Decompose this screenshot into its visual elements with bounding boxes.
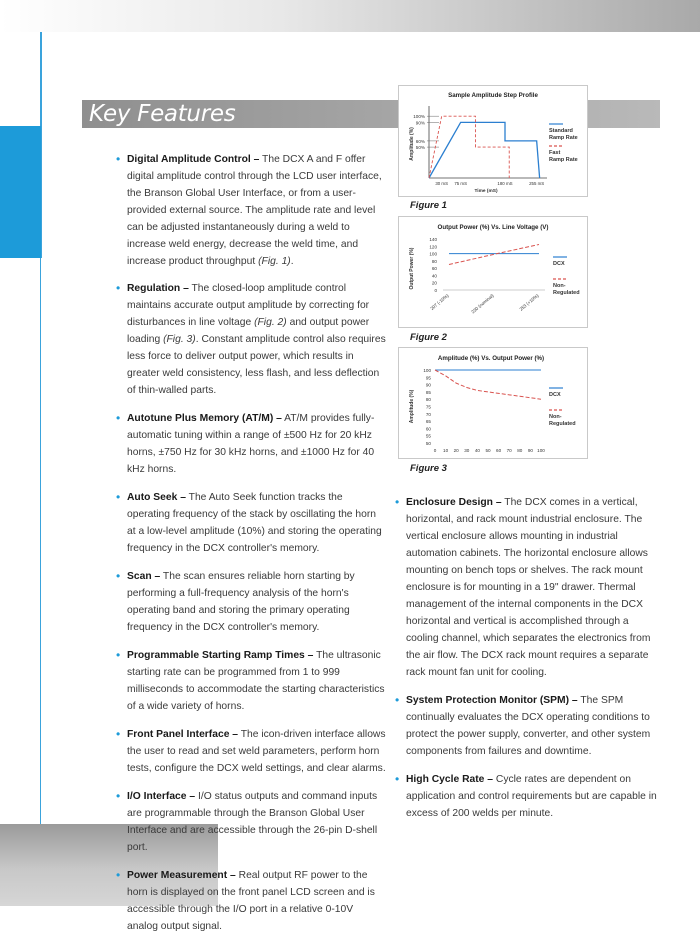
feature-text: Real output RF power to the horn is displayed on the front panel LCD screen and is accessible through the I/O port in a relative 0-10V analog output signal. xyxy=(127,870,375,932)
feature-item: • Autotune Plus Memory (AT/M) – AT/M provides fully-automatic tuning within a range of ±500 Hz for 20 kHz horns, ±750 Hz for 30 kHz horns, and ±1000 Hz for 40 kHz horns. xyxy=(118,410,386,478)
legend-label: Standard xyxy=(549,128,573,134)
feature-title: Scan xyxy=(127,571,152,582)
feature-text: Cycle rates are dependent on application and control requirements but are capable in excess of 200 welds per minute. xyxy=(406,774,657,819)
feature-title: Regulation xyxy=(127,283,181,294)
feature-title: System Protection Monitor (SPM) xyxy=(406,695,570,706)
y-tick-label: 60% xyxy=(415,138,425,144)
series-line xyxy=(429,116,509,178)
feature-title: Programmable Starting Ramp Times xyxy=(127,650,305,661)
feature-ref: (Fig. 3) xyxy=(163,334,196,345)
top-banner xyxy=(0,0,700,32)
x-tick-label: 100 xyxy=(537,448,545,453)
x-tick-label: 30 mS xyxy=(435,181,449,186)
y-tick-label: 80 xyxy=(425,397,431,403)
legend-label: DCX xyxy=(549,392,561,398)
x-tick-label: 60 xyxy=(496,448,502,453)
feature-item: • Enclosure Design – The DCX comes in a vertical, horizontal, and rack mount industrial enclosure. The vertical enclosure allows mounting in industrial automation cabinets. The horizontal enclosure allows mounting on bench tops or shelves. The rack mount enclosure is for mounting in a 19" drawer. Thermal management of the internal components in the DCX horizontal and vertical is accomplished through a cooling channel, which separates the electronics from the air flow. The DCX rack mount requires a separate rack mount fan unit for cooling. xyxy=(397,494,659,681)
feature-ref: (Fig. 2) xyxy=(254,317,287,328)
feature-item: • Digital Amplitude Control – The DCX A and F offer digital amplitude control through the LCD user interface, the Branson Global User Interface, or from a user-provided external source. The amplitude rate and level can be adjusted instantaneously during a weld to increase weld energy, decrease the weld time, and increase product throughput (Fig. 1). xyxy=(118,151,386,270)
feature-text: The DCX A and F offer digital amplitude control through the LCD user interface, the Branson Global User Interface, or from a user-provided external source. The amplitude rate and level can be adjusted instantaneously during a weld to increase weld energy, decrease the weld time, and increase product throughput xyxy=(127,154,382,267)
y-axis-label: Amplitude (%) xyxy=(409,127,415,161)
feature-item: • Programmable Starting Ramp Times – The ultrasonic starting rate can be programmed from 1 to 999 milliseconds to accommodate the starting characteristics of a wide variety of horns. xyxy=(118,647,386,715)
figure-2-caption: Figure 2 xyxy=(410,332,447,343)
chart-title: Sample Amplitude Step Profile xyxy=(448,92,538,99)
feature-item: • Scan – The scan ensures reliable horn starting by performing a full-frequency analysis of the horn's operating band and storing the primary operating frequency in the DCX controller's memory. xyxy=(118,568,386,636)
y-tick-label: 50% xyxy=(415,145,425,151)
figure-1-chart xyxy=(398,85,588,197)
x-tick-label: 90 xyxy=(527,448,533,453)
y-tick-label: 70 xyxy=(425,411,431,417)
figure-3-caption: Figure 3 xyxy=(410,463,447,474)
y-tick-label: 60 xyxy=(431,266,437,272)
y-axis-label: Amplitude (%) xyxy=(409,389,415,424)
feature-text: AT/M provides fully-automatic tuning within a range of ±500 Hz for 20 kHz horns, ±750 Hz for 30 kHz horns, and ±1000 Hz for 40 kHz horns. xyxy=(127,413,375,475)
feature-text: The Auto Seek function tracks the operating frequency of the stack by oscillating the horn at a low-level amplitude (10%) and storing the operating frequency in the DCX controller's memory. xyxy=(127,492,382,554)
y-tick-label: 90% xyxy=(415,120,425,126)
figure-2-svg xyxy=(399,217,587,327)
x-tick-label: 75 mS xyxy=(454,181,468,186)
feature-title: Autotune Plus Memory (AT/M) xyxy=(127,413,274,424)
y-tick-label: 75 xyxy=(425,404,431,410)
legend-label: DCX xyxy=(553,261,565,267)
x-tick-label: 0 xyxy=(433,448,437,453)
y-axis-label: Output Power (%) xyxy=(409,247,415,290)
series-line xyxy=(429,122,540,178)
feature-item: • I/O Interface – I/O status outputs and command inputs are programmable through the Branson Global User Interface and are accessible through the 26-pin D-shell port. xyxy=(118,788,386,856)
x-tick-label: 180 mS xyxy=(497,181,513,186)
figure-3-svg xyxy=(399,348,587,458)
x-tick-label: 230 (nominal) xyxy=(470,292,495,315)
y-tick-label: 100% xyxy=(413,114,425,120)
x-tick-label: 30 xyxy=(464,448,470,453)
feature-text: The DCX comes in a vertical, horizontal, and rack mount industrial enclosure. The vertical enclosure allows mounting in industrial automation cabinets. The horizontal enclosure allows mounting on bench tops or shelves. The rack mount enclosure is for mounting in a 19" drawer. Thermal management of the internal components in the DCX horizontal and vertical is accomplished through a cooling channel, which separates the electronics from the air flow. The DCX rack mount requires a separate rack mount fan unit for cooling. xyxy=(406,497,651,678)
left-feature-column xyxy=(118,151,386,935)
y-tick-label: 100 xyxy=(429,251,437,257)
x-tick-label: 40 xyxy=(474,448,480,453)
section-title: Key Features xyxy=(89,101,236,127)
x-tick-label: 253 (+10%) xyxy=(518,292,540,312)
figure-2-chart xyxy=(398,216,588,328)
x-tick-label: 207 (-10%) xyxy=(429,292,450,312)
legend-label: Fast xyxy=(549,150,561,156)
y-tick-label: 50 xyxy=(425,441,431,446)
y-tick-label: 95 xyxy=(425,375,431,381)
right-feature-column xyxy=(397,494,659,822)
left-blue-block xyxy=(0,126,41,258)
feature-text: The scan ensures reliable horn starting by performing a full-frequency analysis of the horn's operating band and storing the primary operating frequency in the DCX controller's memory. xyxy=(127,571,355,633)
feature-ref: (Fig. 1) xyxy=(258,256,291,267)
feature-title: Digital Amplitude Control xyxy=(127,154,251,165)
feature-text-mid: and output power loading xyxy=(127,317,370,345)
feature-text: I/O status outputs and command inputs are programmable through the Branson Global User Interface and are accessible through the 26-pin D-shell port. xyxy=(127,791,378,853)
figure-1-caption: Figure 1 xyxy=(410,200,447,211)
legend-label: Regulated xyxy=(553,290,580,296)
y-tick-label: 120 xyxy=(429,244,437,250)
feature-item: • Front Panel Interface – The icon-driven interface allows the user to read and set weld parameters, perform horn tests, configure the DCX weld settings, and clear alarms. xyxy=(118,726,386,777)
feature-tail: . xyxy=(290,256,294,267)
y-tick-label: 40 xyxy=(431,273,437,279)
feature-text: The closed-loop amplitude control maintains accurate output amplitude by correcting for disturbances in line voltage xyxy=(127,283,370,328)
y-tick-label: 55 xyxy=(425,433,431,439)
feature-item: • High Cycle Rate – Cycle rates are dependent on application and control requirements but are capable in excess of 200 welds per minute. xyxy=(397,771,659,822)
feature-item: • Power Measurement – Real output RF power to the horn is displayed on the front panel LCD screen and is accessible through the I/O port in a relative 0-10V analog output signal. xyxy=(118,867,386,935)
x-tick-label: 10 xyxy=(443,448,449,453)
y-tick-label: 90 xyxy=(425,382,431,388)
y-tick-label: 140 xyxy=(429,237,437,242)
x-tick-label: 50 xyxy=(485,448,491,453)
chart-title: Output Power (%) Vs. Line Voltage (V) xyxy=(437,224,549,231)
feature-title: High Cycle Rate xyxy=(406,774,485,785)
legend-label: Ramp Rate xyxy=(549,157,578,163)
y-tick-label: 20 xyxy=(431,280,437,286)
x-tick-label: 20 xyxy=(453,448,459,453)
feature-text: The ultrasonic starting rate can be programmed from 1 to 999 milliseconds to accommodate the starting characteristics of a wide variety of horns. xyxy=(127,650,385,712)
figure-3-chart xyxy=(398,347,588,459)
feature-title: I/O Interface xyxy=(127,791,187,802)
figure-1-svg xyxy=(399,86,587,196)
y-tick-label: 80 xyxy=(431,258,437,264)
feature-title: Power Measurement xyxy=(127,870,228,881)
feature-title: Front Panel Interface xyxy=(127,729,230,740)
y-tick-label: 0 xyxy=(434,288,437,293)
x-tick-label: 80 xyxy=(517,448,523,453)
y-tick-label: 100 xyxy=(423,368,431,373)
feature-item: • Regulation – The closed-loop amplitude control maintains accurate output amplitude by correcting for disturbances in line voltage (Fig. 2) and output power loading (Fig. 3). Constant amplitude control also requires less force to deliver output power, which results in greater weld consistency, less flash, and less deflection of thin-walled parts. xyxy=(118,280,386,399)
chart-title: Amplitude (%) Vs. Output Power (%) xyxy=(437,355,545,362)
feature-text: The SPM continually evaluates the DCX operating conditions to protect the power supply, converter, and other system components from failures and downtime. xyxy=(406,695,651,757)
left-accent-line-lower xyxy=(40,258,41,824)
feature-tail: . Constant amplitude control also requires less force to deliver output power, which results in greater weld consistency, less flash, and less deflection of thin-walled parts. xyxy=(127,334,386,396)
feature-text: The icon-driven interface allows the user to read and set weld parameters, perform horn tests, configure the DCX weld settings, and clear alarms. xyxy=(127,729,386,774)
legend-label: Non- xyxy=(549,414,562,420)
y-tick-label: 65 xyxy=(425,419,431,425)
feature-item: • Auto Seek – The Auto Seek function tracks the operating frequency of the stack by oscillating the horn at a low-level amplitude (10%) and storing the operating frequency in the DCX controller's memory. xyxy=(118,489,386,557)
x-tick-label: 255 mS xyxy=(529,181,545,186)
legend-label: Regulated xyxy=(549,421,576,427)
feature-title: Auto Seek xyxy=(127,492,178,503)
y-tick-label: 60 xyxy=(425,426,431,432)
series-line xyxy=(449,244,539,264)
x-axis-label: Time (mS) xyxy=(474,189,498,194)
series-line xyxy=(435,370,541,399)
feature-title: Enclosure Design xyxy=(406,497,493,508)
y-tick-label: 85 xyxy=(425,389,431,395)
x-tick-label: 70 xyxy=(506,448,512,453)
legend-label: Non- xyxy=(553,283,566,289)
feature-item: • System Protection Monitor (SPM) – The SPM continually evaluates the DCX operating conditions to protect the power supply, converter, and other system components from failures and downtime. xyxy=(397,692,659,760)
legend-label: Ramp Rate xyxy=(549,135,578,141)
